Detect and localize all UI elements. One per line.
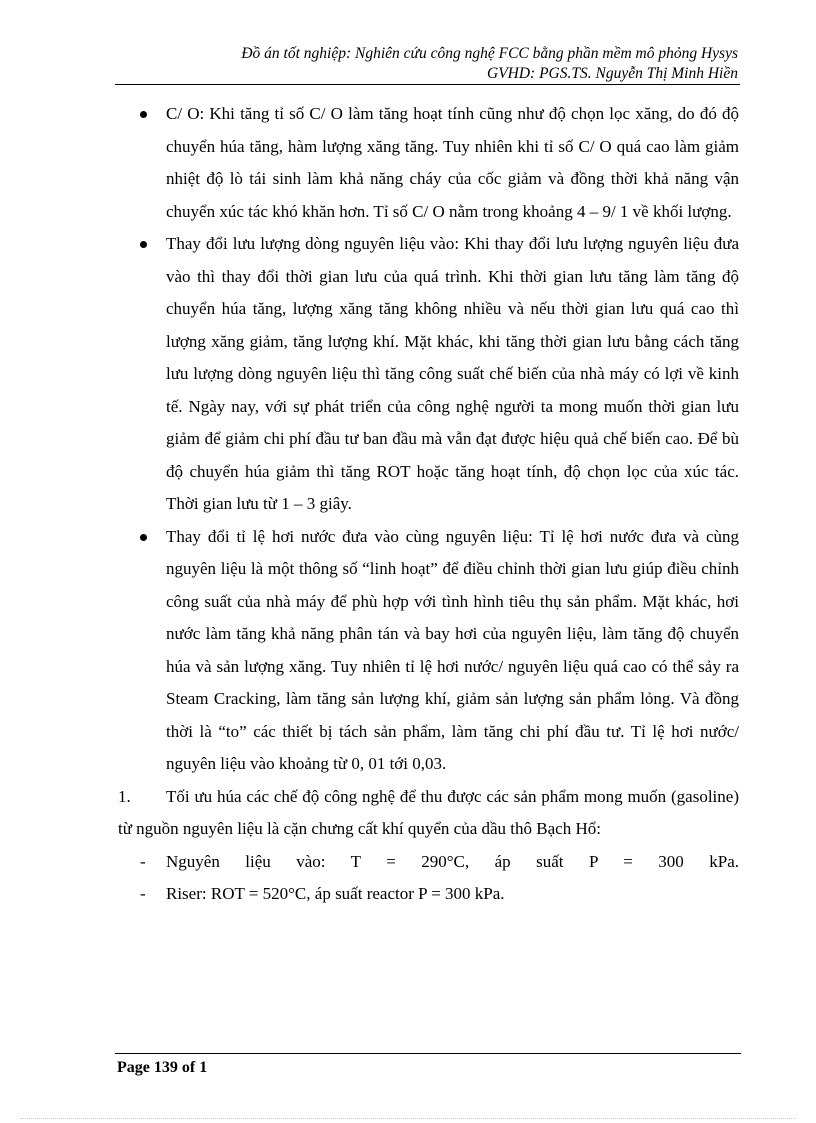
bullet-item-feed-flow [118, 228, 739, 521]
bullet-text: C/ O: Khi tăng tỉ số C/ O làm tăng hoạt tính cũng như độ chọn lọc xăng, do đó độ chuyển húa tăng, hàm lượng xăng tăng. Tuy nhiên khi tỉ số C/ O quá cao làm giảm nhiệt độ lò tái sinh làm khả năng cháy của cốc giảm và đồng thời khả năng vận chuyển xúc tác khó khăn hơn. Tỉ số C/ O nằm trong khoảng 4 – 9/ 1 về khối lượng. [166, 104, 739, 221]
bullet-icon [140, 534, 147, 541]
page-number: Page 139 of 1 [117, 1059, 208, 1076]
page-bottom-border [20, 1118, 796, 1119]
dash-item-feed [118, 846, 739, 879]
bullet-list [118, 98, 739, 781]
dash-item-text: Nguyên liệu vào: T = 290°C, áp suất P = 300 kPa. [166, 851, 739, 871]
paragraph-number: 1. [118, 786, 131, 806]
bullet-text: Thay đổi tỉ lệ hơi nước đưa vào cùng nguyên liệu: Tỉ lệ hơi nước đưa và cùng nguyên liệu là một thông số “linh hoạt” để điều chỉnh thời gian lưu giúp điều chỉnh công suất của nhà máy để phù hợp với tình hình tiêu thụ sản phẩm. Mặt khác, hơi nước làm tăng khả năng phân tán và bay hơi của nguyên liệu, làm tăng độ chuyển húa và sản lượng xăng. Tuy nhiên tỉ lệ hơi nước/ nguyên liệu quá cao có thể sảy ra Steam Cracking, làm tăng sản lượng khí, giảm sản lượng sản phẩm lỏng. Và đồng thời là “to” các thiết bị tách sản phẩm, làm tăng chi phí đầu tư. Tỉ lệ hơi nước/ nguyên liệu vào khoảng từ 0, 01 tới 0,03. [166, 526, 739, 773]
document-body [118, 98, 739, 911]
header-divider [115, 84, 740, 85]
dash-item-text: Riser: ROT = 520°C, áp suất reactor P = 300 kPa. [166, 884, 505, 903]
page-header [118, 44, 738, 84]
bullet-item-c-o-ratio [118, 98, 739, 228]
footer-divider [115, 1053, 741, 1054]
dash-item-riser [118, 878, 739, 911]
header-supervisor: GVHD: PGS.TS. Nguyễn Thị Minh Hiền [487, 65, 738, 82]
dash-marker: - [140, 884, 146, 903]
bullet-icon [140, 111, 147, 118]
bullet-item-steam-ratio [118, 521, 739, 781]
numbered-paragraph [118, 781, 739, 846]
dash-marker: - [140, 851, 146, 871]
header-title: Đồ án tốt nghiệp: Nghiên cứu công nghệ FCC bằng phần mềm mô phỏng Hysys [241, 45, 738, 62]
paragraph-text: Tối ưu húa các chế độ công nghệ để thu được các sản phẩm mong muốn (gasoline) từ nguồn nguyên liệu là cặn chưng cất khí quyển của dầu thô Bạch Hổ: [118, 786, 739, 838]
bullet-icon [140, 241, 147, 248]
bullet-text: Thay đổi lưu lượng dòng nguyên liệu vào: Khi thay đổi lưu lượng nguyên liệu đưa vào thì thay đổi thời gian lưu của quá trình. Khi thời gian lưu tăng làm tăng độ chuyển húa tăng, lượng xăng tăng không nhiều và nếu thời gian lưu quá cao thì lượng xăng giảm, tăng lượng khí. Mặt khác, khi tăng thời gian lưu bằng cách tăng lưu lượng dòng nguyên liệu thì tăng công suất chế biến của nhà máy có lợi về kinh tế. Ngày nay, với sự phát triển của công nghệ người ta mong muốn thời gian lưu giảm để giảm chi phí đầu tư ban đầu mà vẫn đạt được hiệu quả chế biến cao. Để bù độ chuyển húa giảm thì tăng ROT hoặc tăng hoạt tính, độ chọn lọc của xúc tác. Thời gian lưu từ 1 – 3 giây. [166, 234, 739, 513]
